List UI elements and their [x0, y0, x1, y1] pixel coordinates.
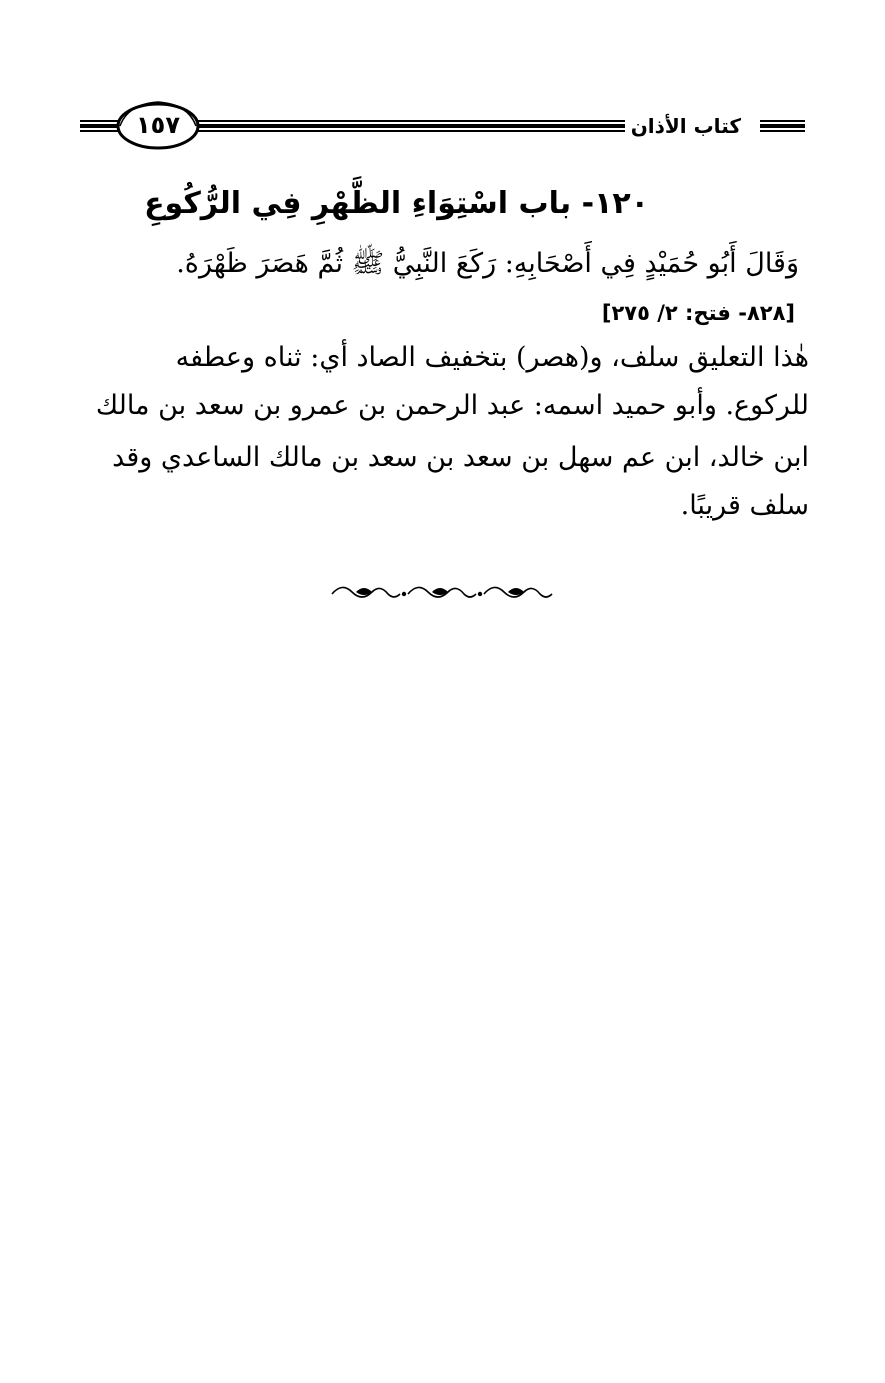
floral-divider-icon: [328, 578, 556, 608]
chapter-heading: ١٢٠- باب اسْتِوَاءِ الظَّهْرِ فِي الرُّكُوعِ: [144, 186, 649, 221]
commentary-line: سلف قريبًا.: [680, 490, 809, 521]
page-header: [80, 96, 805, 168]
hadith-reference: [٨٢٨- فتح: ٢/ ٢٧٥]: [601, 301, 795, 325]
commentary-line: ابن خالد، ابن عم سهل بن سعد بن سعد بن مالك الساعدي وقد: [112, 442, 809, 473]
page-number: ١٥٧: [136, 111, 180, 139]
commentary-line: للركوع. وأبو حميد اسمه: عبد الرحمن بن عمرو بن سعد بن مالك: [95, 390, 809, 421]
hadith-text: وَقَالَ أَبُو حُمَيْدٍ فِي أَصْحَابِهِ: رَكَعَ النَّبِيُّ ﷺ ثُمَّ هَصَرَ ظَهْرَهُ.: [176, 248, 799, 279]
running-title: كتاب الأذان: [630, 114, 741, 138]
commentary-line: هٰذا التعليق سلف، و(هصر) بتخفيف الصاد أي: ثناه وعطفه: [175, 342, 809, 373]
